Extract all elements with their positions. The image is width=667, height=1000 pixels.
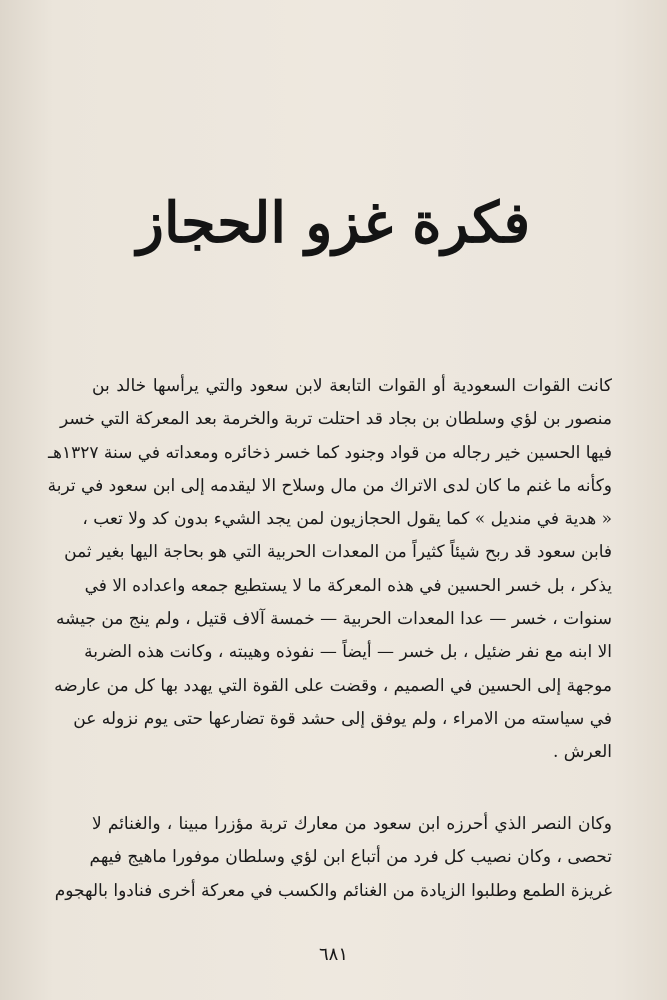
text-line: تحصى ، وكان نصيب كل فرد من أتباع ابن لؤي وسلطان موفورا ماهيج فيهم — [89, 847, 612, 868]
text-line: في سياسته من الامراء ، ولم يوفق إلى حشد قوة تضارعها حتى يوم نزوله عن — [73, 708, 612, 729]
text-line: « هدية في منديل » كما يقول الحجازيون لمن يجد الشيء بدون كد ولا تعب ، — [82, 509, 612, 530]
text-line: منصور بن لؤي وسلطان بن بجاد قد احتلت تربة والخرمة بعد المعركة التي خسر — [60, 409, 612, 430]
bleed-line — [340, 14, 640, 32]
text-line: غريزة الطمع وطلبوا الزيادة من الغنائم والكسب في معركة أخرى فنادوا بالهجوم — [54, 880, 612, 901]
text-line: سنوات ، خسر — عدا المعدات الحربية — خمسة آلاف قتيل ، ولم ينج من جيشه — [56, 609, 612, 630]
paragraph-1 — [47, 370, 612, 770]
text-line: وكان النصر الذي أحرزه ابن سعود من معارك تربة مؤزرا مبينا ، والغنائم لا — [92, 814, 612, 834]
text-line: موجهة إلى الحسين في الصميم ، وقضت على القوة التي يهدد بها كل من عارضه — [54, 675, 612, 696]
paragraph-2 — [54, 808, 612, 908]
text-line: فابن سعود قد ربح شيئاً كثيراً من المعدات الحربية التي هو بحاجة اليها بغير ثمن — [64, 542, 612, 563]
text-line: كانت القوات السعودية أو القوات التابعة لابن سعود والتي يرأسها خالد بن — [92, 376, 612, 396]
text-line: وكأنه ما غنم ما كان لدى الاتراك من مال وسلاح الا ليقدمه إلى ابن سعود في تربة — [47, 475, 612, 496]
page-number: ٦٨١ — [318, 944, 348, 965]
chapter-title: فكرة غزو الحجاز — [136, 190, 531, 256]
text-line: العرش . — [552, 742, 612, 763]
text-line: فيها الحسين خير رجاله من قواد وجنود كما خسر ذخائره ومعداته في سنة ١٣٢٧هـ — [47, 442, 612, 463]
text-line: الا ابنه مع نفر ضئيل ، بل خسر — أيضاً — نفوذه وهيبته ، وكانت هذه الضربة — [84, 642, 612, 663]
text-line: يذكر ، بل خسر الحسين في هذه المعركة ما لا يستطيع جمعه واعداده الا في — [84, 575, 612, 596]
bleed-through-text — [340, 14, 640, 32]
